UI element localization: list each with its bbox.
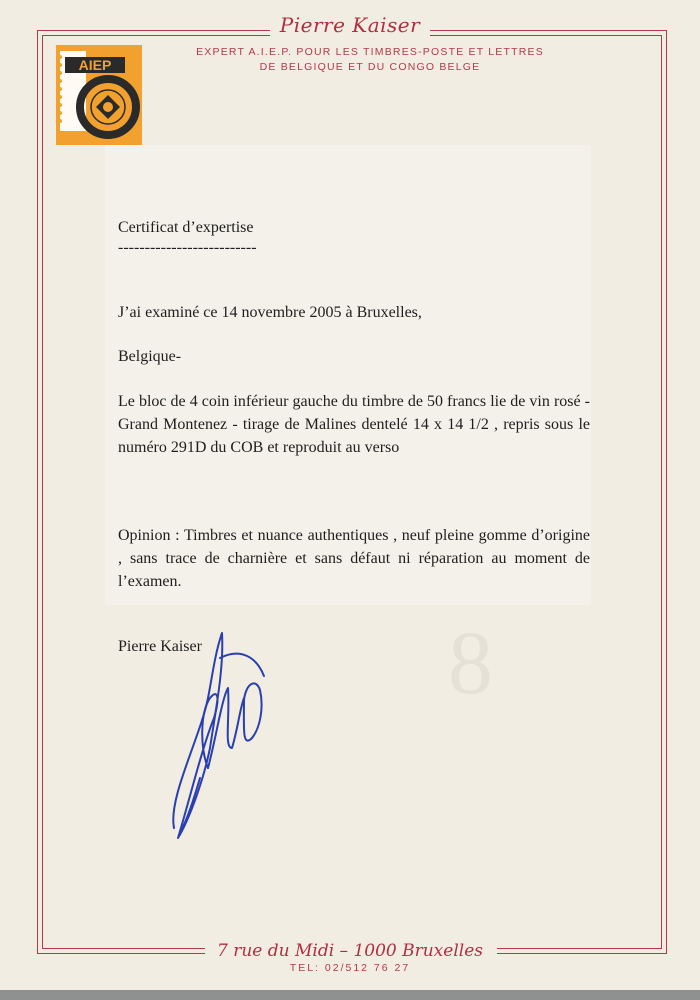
brand-name: Pierre Kaiser xyxy=(279,13,421,37)
footer-address: 7 rue du Midi – 1000 Bruxelles xyxy=(216,941,483,961)
expert-line-1: EXPERT A.I.E.P. POUR LES TIMBRES-POSTE ET LETTRES xyxy=(196,46,544,58)
expert-line-2: DE BELGIQUE ET DU CONGO BELGE xyxy=(259,61,481,73)
stamp-description: Le bloc de 4 coin inférieur gauche du timbre de 50 francs lie de vin rosé - Grand Montenez - tirage de Malines dentelé 14 x 14 1/2 , repris sous le numéro 291D du COB et reproduit au verso xyxy=(118,393,590,456)
aiep-logo xyxy=(56,45,142,145)
inner-border xyxy=(42,35,662,949)
expert-opinion: Opinion : Timbres et nuance authentiques , neuf pleine gomme d’origine , sans trace de charnière et sans défaut ni réparation au moment de l’examen. xyxy=(118,527,590,590)
verso-show-through: 8 xyxy=(448,614,493,713)
country-line: Belgique- xyxy=(118,348,182,365)
handwritten-signature xyxy=(160,628,290,848)
signatory-name: Pierre Kaiser xyxy=(118,638,202,655)
footer-telephone: TEL: 02/512 76 27 xyxy=(289,962,411,974)
scan-edge xyxy=(0,990,700,1000)
certificate-title: Certificat d’expertise xyxy=(118,219,254,236)
title-underline: -------------------------- xyxy=(118,239,257,256)
date-line: J’ai examiné ce 14 novembre 2005 à Bruxelles, xyxy=(118,304,422,321)
logo-letters: AIEP xyxy=(78,57,112,73)
